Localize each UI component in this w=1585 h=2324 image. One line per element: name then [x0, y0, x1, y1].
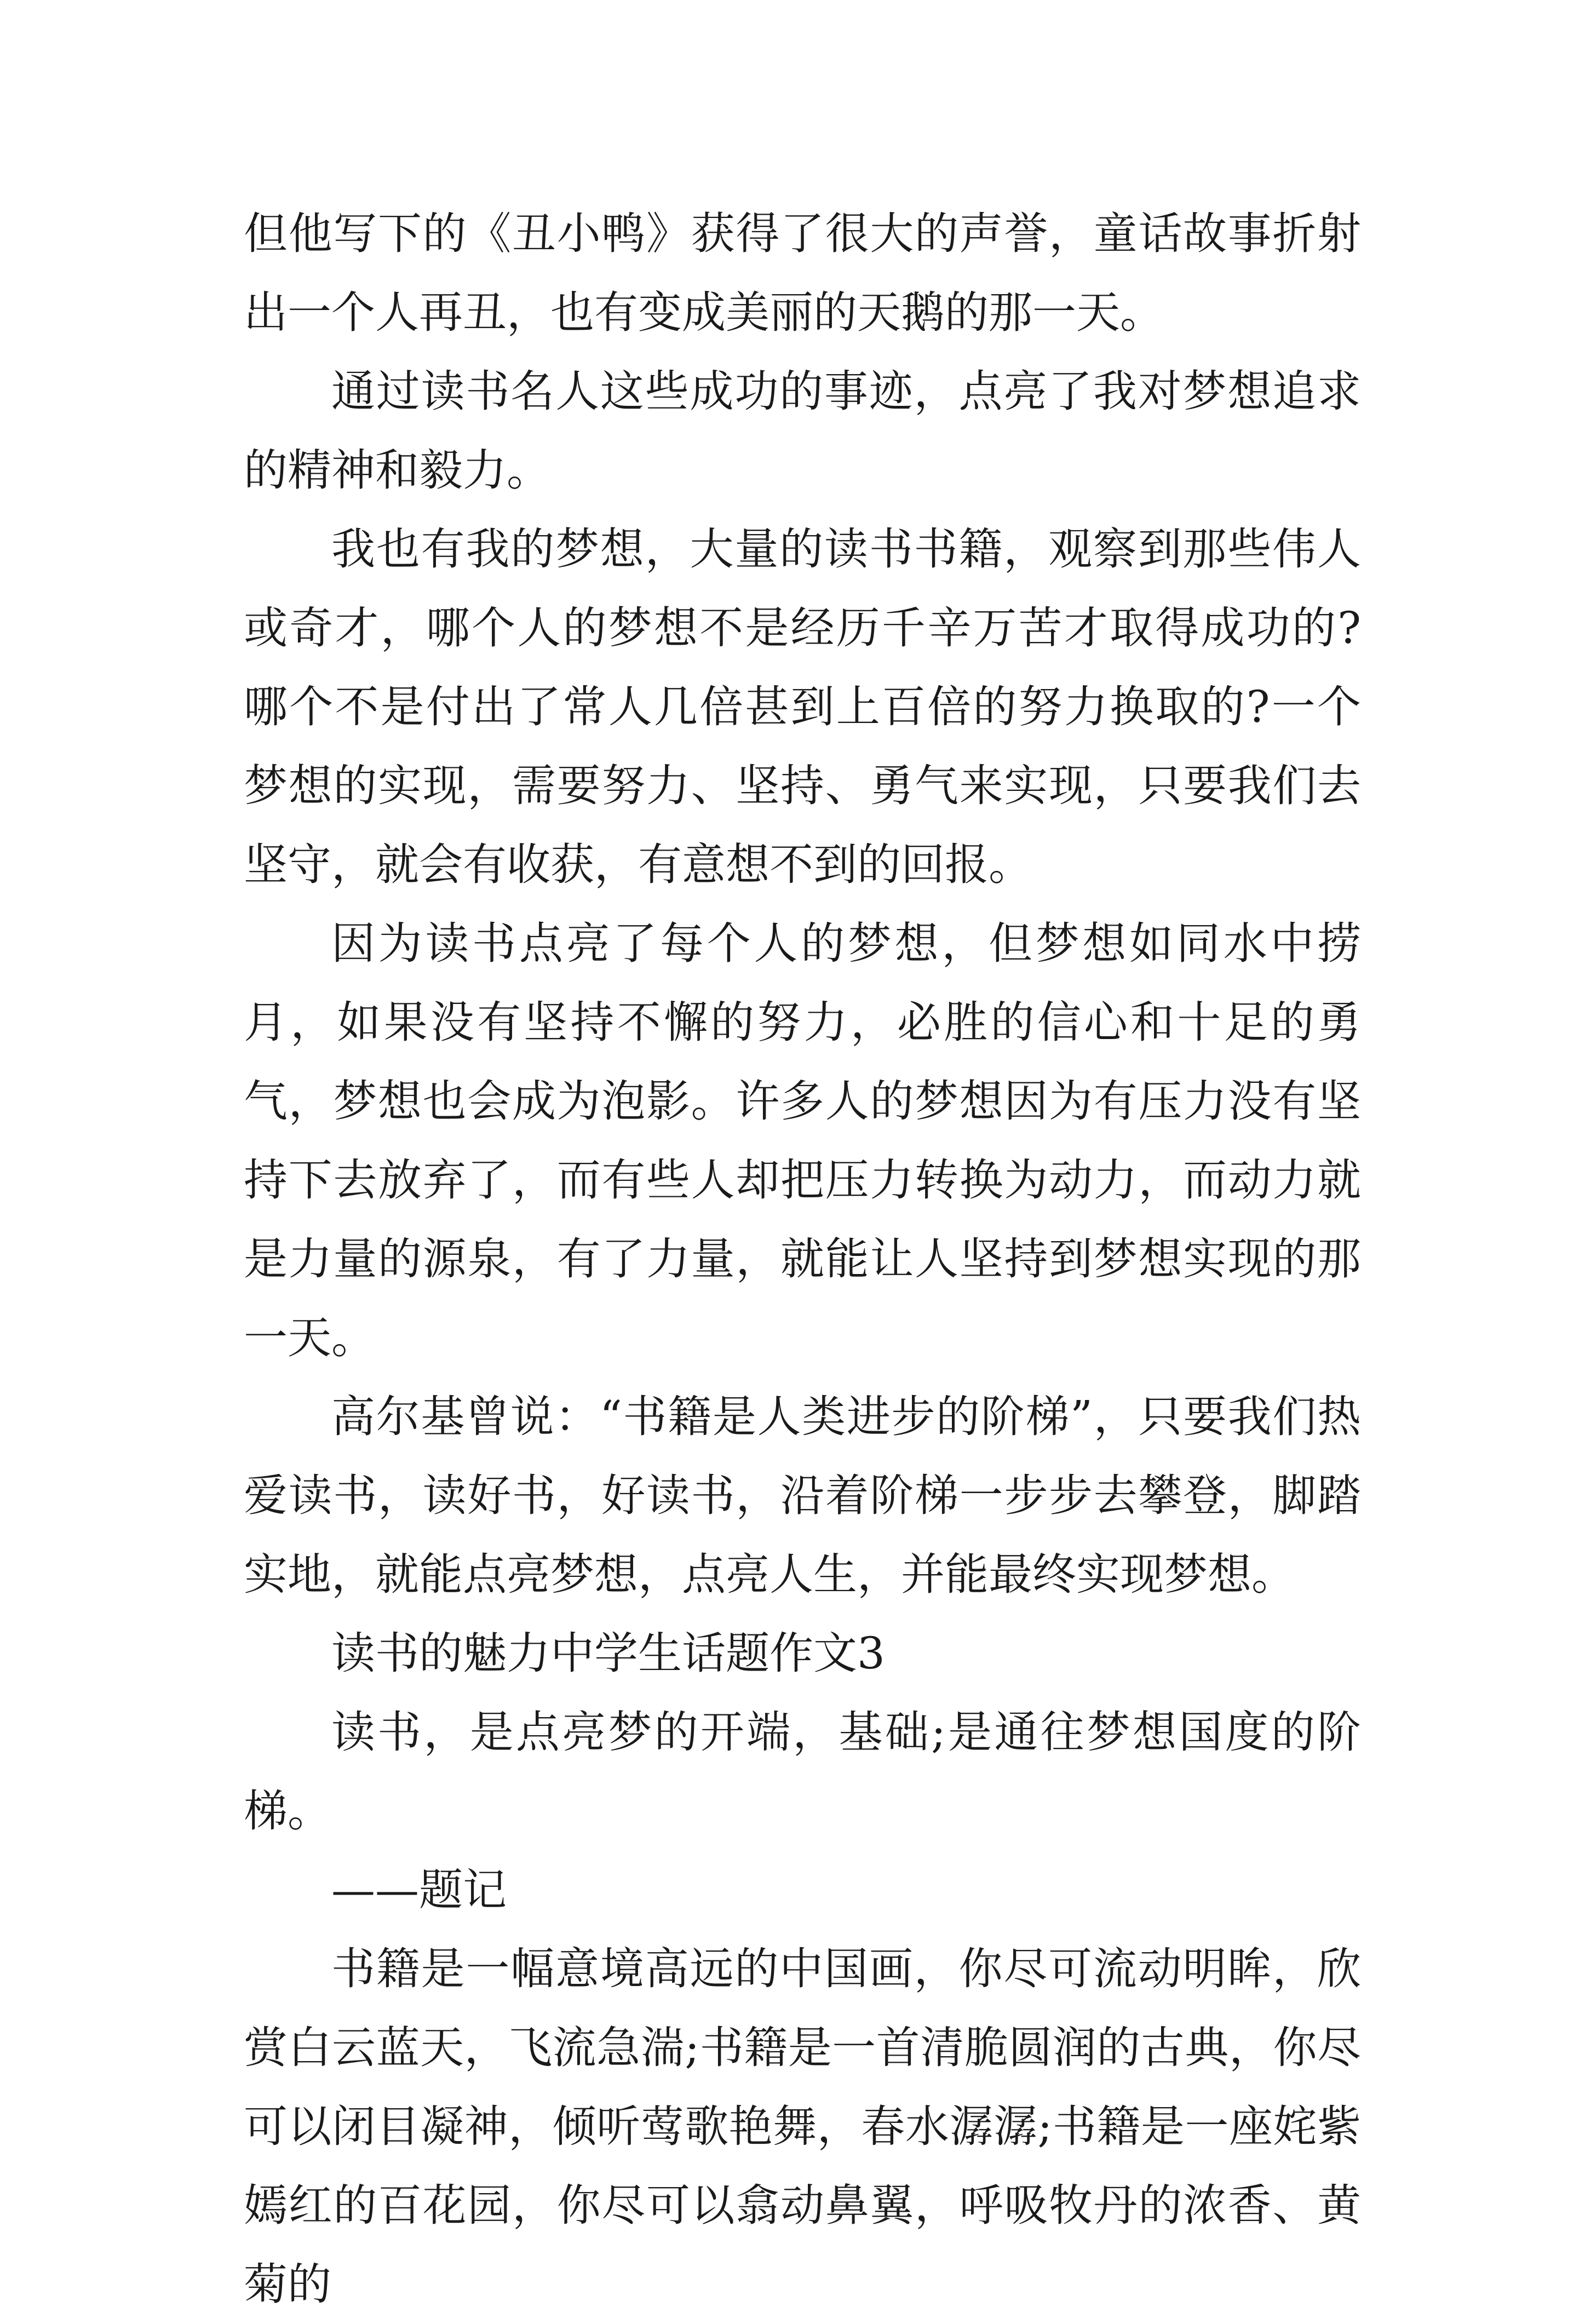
epigraph-attribution: ——题记	[331, 1864, 507, 1915]
epigraph: 读书，是点亮梦的开端，基础;是通往梦想国度的阶梯。	[244, 1707, 1361, 1837]
paragraph: 高尔基曾说：“书籍是人类进步的阶梯”，只要我们热爱读书，读好书，好读书，沿着阶梯一步步去攀登，脚踏实地，就能点亮梦想，点亮人生，并能最终实现梦想。	[244, 1391, 1361, 1600]
paragraph: 我也有我的梦想，大量的读书书籍，观察到那些伟人或奇才，哪个人的梦想不是经历千辛万苦才取得成功的?哪个不是付出了常人几倍甚到上百倍的努力换取的?一个梦想的实现，需要努力、坚持、勇气来实现，只要我们去坚守，就会有收获，有意想不到的回报。	[244, 524, 1361, 890]
paragraph-continuation: 但他写下的《丑小鸭》获得了很大的声誉，童话故事折射出一个人再丑，也有变成美丽的天鹅的那一天。	[244, 208, 1361, 338]
paragraph: 通过读书名人这些成功的事迹，点亮了我对梦想追求的精神和毅力。	[244, 366, 1361, 496]
paragraph: 书籍是一幅意境高远的中国画，你尽可流动明眸，欣赏白云蓝天，飞流急湍;书籍是一首清脆圆润的古典，你尽可以闭目凝神，倾听莺歌艳舞，春水潺潺;书籍是一座姹紫嫣红的百花园，你尽可以翕动鼻翼，呼吸牧丹的浓香、黄菊的	[244, 1943, 1361, 2310]
body-text	[244, 194, 1361, 2324]
section-title: 读书的魅力中学生话题作文3	[331, 1628, 885, 1679]
paragraph: 因为读书点亮了每个人的梦想，但梦想如同水中捞月，如果没有坚持不懈的努力，必胜的信心和十足的勇气，梦想也会成为泡影。许多人的梦想因为有压力没有坚持下去放弃了，而有些人却把压力转换为动力，而动力就是力量的源泉，有了力量，就能让人坚持到梦想实现的那一天。	[244, 918, 1361, 1363]
